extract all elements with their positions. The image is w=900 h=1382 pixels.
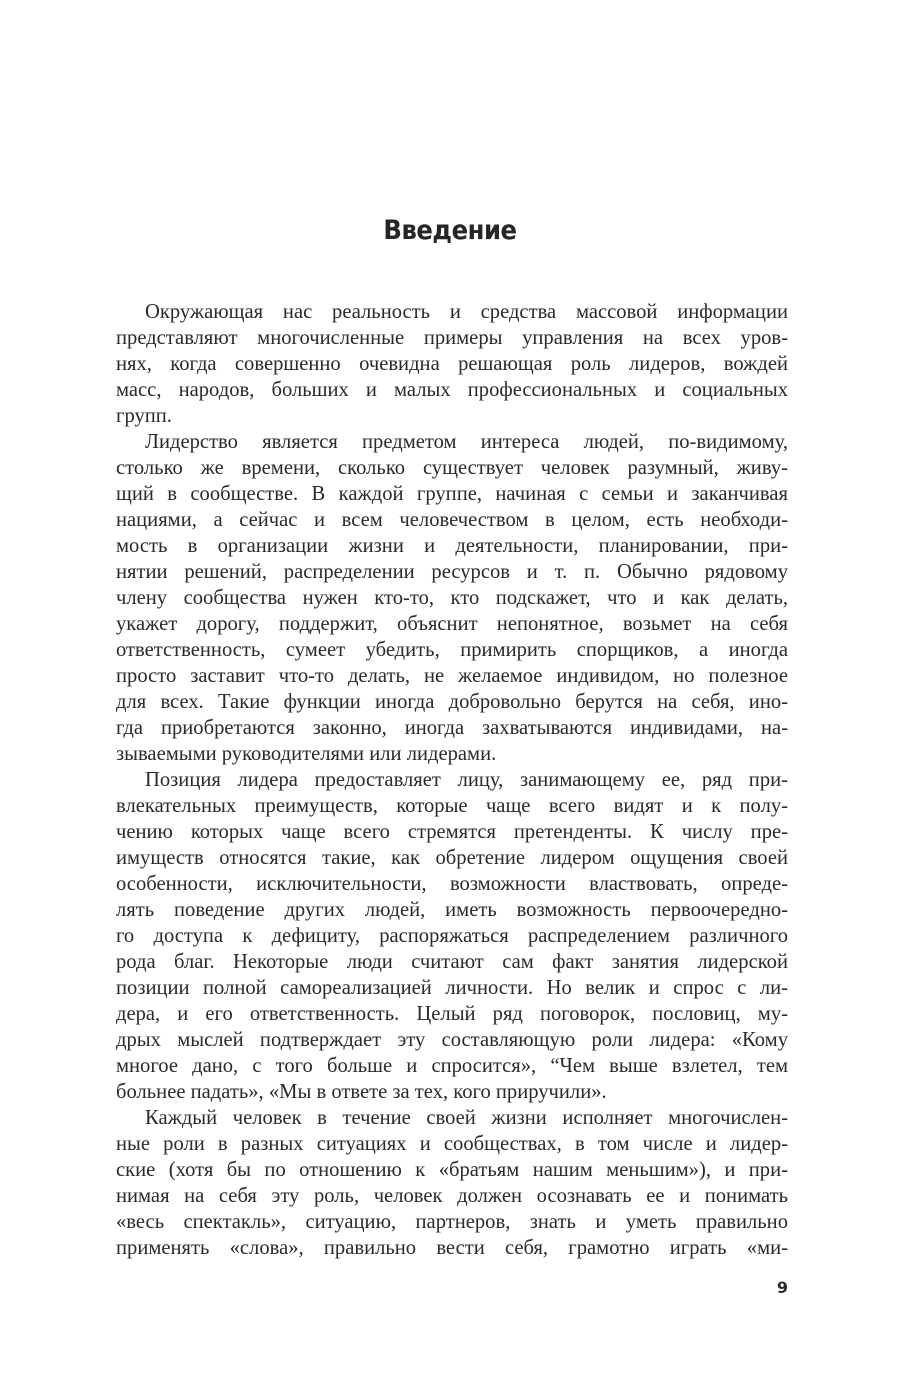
paragraph-3-line: дрых мыслей подтверждает эту составляющую роли лидера: «Кому: [116, 1029, 788, 1051]
paragraph-3-line: го доступа к дефициту, распоряжаться распределением различного: [116, 925, 788, 947]
paragraph-2-line: мость в организации жизни и деятельности, планировании, при-: [116, 535, 788, 557]
paragraph-2-line: столько же времени, сколько существует человек разумный, живу-: [116, 457, 788, 479]
paragraph-3-line: влекательных преимуществ, которые чаще всего видят и к полу-: [116, 795, 788, 817]
paragraph-3-line: рода благ. Некоторые люди считают сам факт занятия лидерской: [116, 951, 788, 973]
paragraph-2-line: Лидерство является предметом интереса людей, по-видимому,: [145, 431, 788, 453]
paragraph-3-line: дера, и его ответственность. Целый ряд поговорок, пословиц, му-: [116, 1003, 788, 1025]
paragraph-3-line: лять поведение других людей, иметь возможность первоочередно-: [116, 899, 788, 921]
paragraph-1-line: масс, народов, больших и малых профессиональных и социальных: [116, 379, 788, 401]
paragraph-3-line: больнее падать», «Мы в ответе за тех, кого приручили».: [116, 1081, 607, 1103]
paragraph-2-line: нятии решений, распределении ресурсов и т. п. Обычно рядовому: [116, 561, 788, 583]
paragraph-3-line: имуществ относятся такие, как обретение лидером ощущения своей: [116, 847, 788, 869]
paragraph-4-line: ные роли в разных ситуациях и сообществах, в том числе и лидер-: [116, 1133, 788, 1155]
page-number: 9: [776, 1278, 788, 1297]
paragraph-1-line: представляют многочисленные примеры управления на всех уров-: [116, 327, 788, 349]
paragraph-2-line: для всех. Такие функции иногда добровольно берутся на себя, ино-: [116, 691, 788, 713]
paragraph-1-line: нях, когда совершенно очевидна решающая роль лидеров, вождей: [116, 353, 788, 375]
paragraph-3-line: особенности, исключительности, возможности властвовать, опреде-: [116, 873, 788, 895]
paragraph-4-line: ские (хотя бы по отношению к «братьям нашим меньшим»), и при-: [116, 1159, 788, 1181]
chapter-title: Введение: [383, 215, 517, 246]
paragraph-2-line: ответственность, сумеет убедить, примирить спорщиков, а иногда: [116, 639, 788, 661]
paragraph-4-line: Каждый человек в течение своей жизни исполняет многочислен-: [145, 1107, 788, 1129]
paragraph-1-line: групп.: [116, 405, 172, 427]
paragraph-2-line: укажет дорогу, поддержит, объяснит непонятное, возьмет на себя: [116, 613, 788, 635]
body-text: [116, 299, 788, 1261]
paragraph-2-line: щий в сообществе. В каждой группе, начиная с семьи и заканчивая: [116, 483, 788, 505]
paragraph-4-line: «весь спектакль», ситуацию, партнеров, знать и уметь правильно: [116, 1211, 788, 1233]
paragraph-2-line: нациями, а сейчас и всем человечеством в целом, есть необходи-: [116, 509, 788, 531]
paragraph-3-line: чению которых чаще всего стремятся претенденты. К числу пре-: [116, 821, 788, 843]
paragraph-3-line: позиции полной самореализацией личности. Но велик и спрос с ли-: [116, 977, 788, 999]
paragraph-1-line: Окружающая нас реальность и средства массовой информации: [145, 301, 788, 323]
paragraph-4-line: нимая на себя эту роль, человек должен осознавать ее и понимать: [116, 1185, 788, 1207]
paragraph-4-line: применять «слова», правильно вести себя, грамотно играть «ми-: [116, 1237, 788, 1259]
paragraph-2-line: просто заставит что-то делать, не желаемое индивидом, но полезное: [116, 665, 788, 687]
paragraph-2-line: гда приобретаются законно, иногда захватываются индивидами, на-: [116, 717, 788, 739]
paragraph-2-line: зываемыми руководителями или лидерами.: [116, 743, 497, 765]
paragraph-3-line: Позиция лидера предоставляет лицу, занимающему ее, ряд при-: [145, 769, 788, 791]
paragraph-3-line: многое дано, с того больше и спросится», “Чем выше взлетел, тем: [116, 1055, 788, 1077]
paragraph-2-line: члену сообщества нужен кто-то, кто подскажет, что и как делать,: [116, 587, 788, 609]
